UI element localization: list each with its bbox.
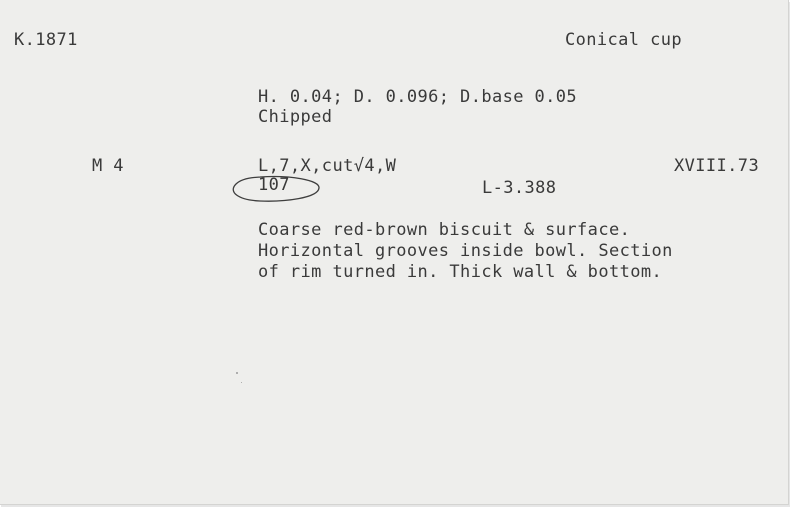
- description-line: Coarse red-brown biscuit & surface.: [258, 220, 631, 240]
- circled-number: 107: [258, 175, 290, 195]
- condition-line: Chipped: [258, 107, 333, 127]
- paper-speck: [236, 372, 238, 374]
- catalog-number: K.1871: [14, 30, 78, 50]
- description-line: Horizontal grooves inside bowl. Section: [258, 241, 673, 261]
- reference-number: XVIII.73: [674, 156, 760, 176]
- context-codes: L,7,X,cut√4,W: [258, 156, 397, 176]
- paper-speck: [241, 382, 242, 383]
- object-name: Conical cup: [565, 30, 682, 50]
- description-line: of rim turned in. Thick wall & bottom.: [258, 262, 663, 282]
- l-number: L-3.388: [482, 178, 557, 198]
- dimensions-line: H. 0.04; D. 0.096; D.base 0.05: [258, 87, 578, 107]
- mound-location: M 4: [92, 156, 124, 176]
